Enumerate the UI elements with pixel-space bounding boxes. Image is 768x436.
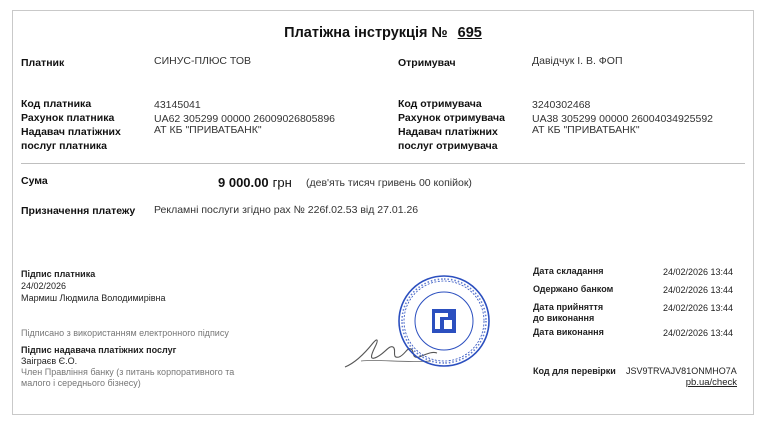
amount-value: 9 000.00 bbox=[218, 175, 269, 190]
date-accepted-label-line2: до виконання bbox=[533, 313, 595, 323]
recipient-code-label: Код отримувача bbox=[398, 98, 482, 110]
amount-value-group bbox=[218, 175, 292, 190]
purpose-text: Рекламні послуги згідно рах № 226f.02.53 від 27.01.26 bbox=[154, 204, 419, 216]
bank-stamp-seal bbox=[396, 273, 492, 369]
verification-code: JSV9TRVAJV81ONMHO7A bbox=[626, 366, 737, 376]
bank-signer-position-line2: малого і середнього бізнесу) bbox=[21, 378, 141, 388]
date-received-value: 24/02/2026 13:44 bbox=[663, 285, 734, 295]
recipient-bank-label-line1: Надавач платіжних bbox=[398, 126, 498, 138]
verification-code-label: Код для перевірки bbox=[533, 366, 616, 376]
document-title bbox=[13, 25, 753, 41]
payer-signature-label: Підпис платника bbox=[21, 269, 96, 279]
title-text: Платіжна інструкція № bbox=[284, 25, 448, 41]
recipient-code: 3240302468 bbox=[532, 99, 591, 111]
amount-in-words: (дев'ять тисяч гривень 00 копійок) bbox=[306, 177, 472, 189]
date-executed-value: 24/02/2026 13:44 bbox=[663, 328, 734, 338]
payer-name: СИНУС-ПЛЮС ТОВ bbox=[154, 55, 252, 67]
bank-signer-name: Заіграєв Є.О. bbox=[21, 356, 78, 366]
recipient-bank: АТ КБ "ПРИВАТБАНК" bbox=[532, 124, 640, 136]
date-accepted-value: 24/02/2026 13:44 bbox=[663, 303, 734, 313]
payer-label: Платник bbox=[21, 57, 65, 69]
recipient-name: Давідчук І. В. ФОП bbox=[532, 55, 623, 67]
payer-code-label: Код платника bbox=[21, 98, 92, 110]
date-executed-label: Дата виконання bbox=[533, 327, 604, 337]
payer-account-label: Рахунок платника bbox=[21, 112, 115, 124]
recipient-account: UA38 305299 00000 26004034925592 bbox=[532, 113, 714, 125]
recipient-label: Отримувач bbox=[398, 57, 456, 69]
date-created-label: Дата складання bbox=[533, 266, 604, 276]
payer-account: UA62 305299 00000 26009026805896 bbox=[154, 113, 336, 125]
payer-signature-date: 24/02/2026 bbox=[21, 281, 67, 291]
bank-signature-label: Підпис надавача платіжних послуг bbox=[21, 345, 177, 355]
payer-code: 43145041 bbox=[154, 99, 201, 111]
payer-bank-label-line1: Надавач платіжних bbox=[21, 126, 121, 138]
date-created-value: 24/02/2026 13:44 bbox=[663, 267, 734, 277]
bank-signer-position-line1: Член Правління банку (з питань корпоративного та bbox=[21, 367, 235, 377]
electronic-signature-note: Підписано з використанням електронного підпису bbox=[21, 328, 229, 338]
date-received-label: Одержано банком bbox=[533, 284, 614, 294]
payer-bank-label-line2: послуг платника bbox=[21, 140, 108, 152]
purpose-label: Призначення платежу bbox=[21, 205, 136, 217]
verification-link[interactable]: pb.ua/check bbox=[685, 377, 737, 388]
payer-bank: АТ КБ "ПРИВАТБАНК" bbox=[154, 124, 262, 136]
recipient-bank-label-line2: послуг отримувача bbox=[398, 140, 498, 152]
recipient-account-label: Рахунок отримувача bbox=[398, 112, 505, 124]
payer-signer-name: Мармиш Людмила Володимирівна bbox=[21, 293, 166, 303]
section-divider bbox=[21, 163, 745, 164]
amount-label: Сума bbox=[21, 175, 48, 187]
document-number: 695 bbox=[457, 25, 482, 41]
date-accepted-label-line1: Дата прийняття bbox=[533, 302, 604, 312]
payment-instruction-document bbox=[12, 10, 754, 415]
amount-currency: грн bbox=[272, 175, 292, 190]
